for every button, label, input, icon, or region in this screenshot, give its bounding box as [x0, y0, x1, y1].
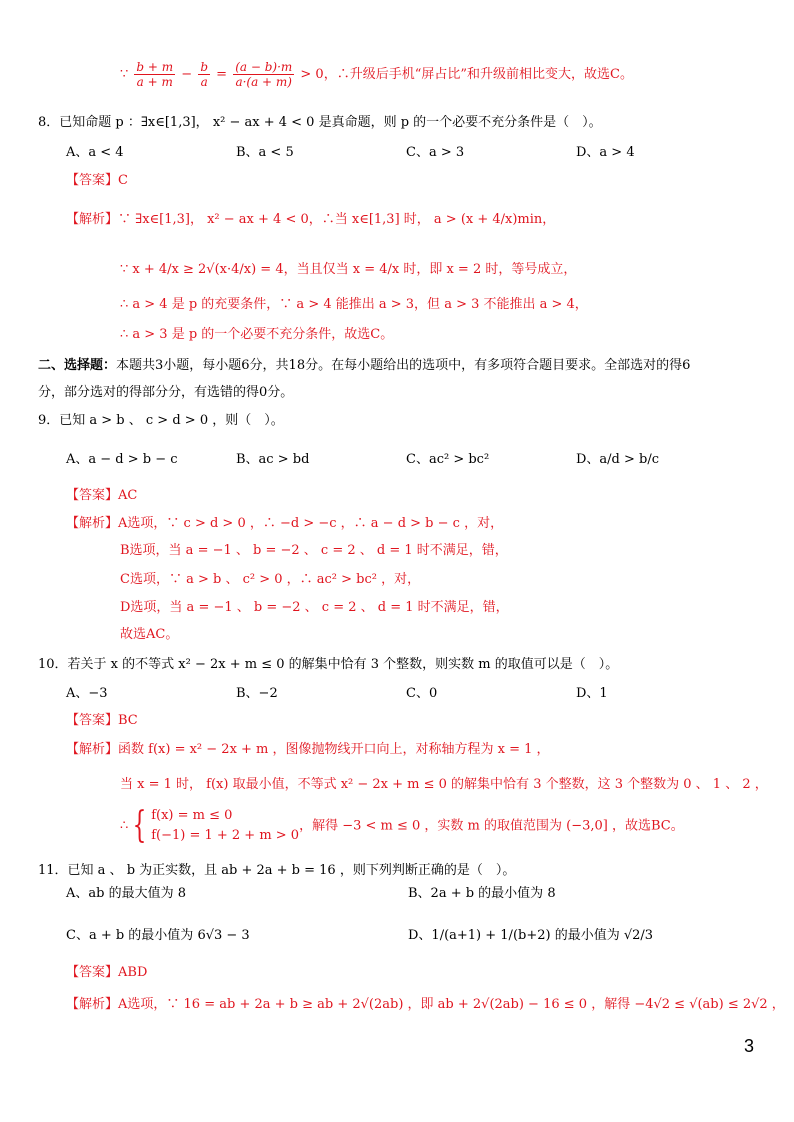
q10-analysis-1: [66, 741, 550, 759]
q10-option-b: B、−2: [236, 686, 278, 701]
system-eq-1: f(x) = m ≤ 0: [151, 808, 233, 823]
section2-desc2: 分，部分选对的得部分分，有选错的得0分。: [38, 385, 294, 400]
q9-stem: 9．已知 a > b 、 c > d > 0 ，则（ ）。: [38, 413, 284, 428]
q8-stem: 8．已知命题 p ：∃x∈[1,3]， x² − ax + 4 < 0 是真命题，则 p 的一个必要不充分条件是（ ）。: [38, 115, 602, 130]
q10-stem: 10．若关于 x 的不等式 x² − 2x + m ≤ 0 的解集中恰有 3 个整数，则实数 m 的取值可以是（ ）。: [38, 657, 619, 672]
q9-option-b: B、ac > bd: [236, 452, 310, 467]
analysis-text: A选项，∵ c > d > 0 ，∴ −d > −c ，∴ a − d > b − c ，对，: [118, 516, 504, 531]
answer-value: BC: [118, 713, 138, 728]
section2-line1: [38, 357, 690, 375]
analysis-tag: 【解析】: [66, 212, 119, 227]
answer-value: C: [118, 173, 128, 188]
answer-value: AC: [118, 488, 138, 503]
analysis-tag: 【解析】: [66, 742, 119, 757]
analysis-text: ∵ ∃x∈[1,3]， x² − ax + 4 < 0，∴当 x∈[1,3] 时， a > (x + 4/x)min，: [118, 212, 556, 227]
answer-value: ABD: [118, 965, 148, 980]
q10-option-a: A、−3: [66, 686, 108, 701]
analysis-tag: 【解析】: [66, 997, 119, 1012]
q10-option-c: C、0: [406, 686, 438, 701]
q9-option-c: C、ac² > bc²: [406, 452, 490, 467]
system-eq-2: f(−1) = 1 + 2 + m > 0: [151, 828, 300, 843]
q9-analysis-2: B选项，当 a = −1 、 b = −2 、 c = 2 、 d = 1 时不满足，错，: [120, 543, 508, 558]
q8-answer: [66, 172, 128, 190]
analysis-text: 函数 f(x) = x² − 2x + m ，图像抛物线开口向上，对称轴方程为 x = 1 ，: [118, 742, 550, 757]
answer-tag: 【答案】: [66, 488, 119, 503]
system-brace: {: [132, 805, 147, 846]
q9-analysis-1: [66, 515, 503, 533]
q9-option-d: D、a/d > b/c: [576, 452, 660, 467]
q9-analysis-4: D选项，当 a = −1 、 b = −2 、 c = 2 、 d = 1 时不满足，错，: [120, 600, 509, 615]
q11-answer: [66, 964, 147, 982]
q11-option-a: A、ab 的最大值为 8: [66, 886, 186, 901]
q11-option-c: C、a + b 的最小值为 6√3 − 3: [66, 928, 250, 943]
q8-analysis-3: ∴ a > 4 是 p 的充要条件，∵ a > 4 能推出 a > 3，但 a > 3 不能推出 a > 4，: [120, 297, 588, 312]
answer-tag: 【答案】: [66, 965, 119, 980]
q11-analysis-1: [66, 996, 785, 1014]
q8-analysis-4: ∴ a > 3 是 p 的一个必要不充分条件，故选C。: [120, 327, 394, 342]
q8-option-c: C、a > 3: [406, 145, 465, 160]
q9-analysis-5: 故选AC。: [120, 627, 179, 642]
page-number: 3: [743, 1036, 754, 1056]
q11-option-d: D、1/(a+1) + 1/(b+2) 的最小值为 √2/3: [408, 928, 654, 943]
answer-tag: 【答案】: [66, 173, 119, 188]
q8-option-b: B、a < 5: [236, 145, 294, 160]
prev-math: ∵ $\frac{b + m}{a + m}$ − $\frac{b}{a}$ = $\frac{(a - b)\cdot m}{a\cdot(a + m)}$ > 0: [120, 60, 324, 89]
q8-option-d: D、a > 4: [576, 145, 635, 160]
section2-heading: 二、选择题：: [38, 358, 117, 373]
q8-analysis-1: [66, 206, 555, 234]
q9-answer: [66, 487, 137, 505]
prev-conclusion: ，∴升级后手机“屏占比”和升级前相比变大，故选C。: [323, 67, 633, 82]
q10-answer: [66, 712, 138, 730]
q11-option-b: B、2a + b 的最小值为 8: [408, 886, 556, 901]
analysis-tag: 【解析】: [66, 516, 119, 531]
q8-analysis-2: ∵ x + 4/x ≥ 2√(x·4/x) = 4，当且仅当 x = 4/x 时，即 x = 2 时，等号成立，: [120, 262, 577, 277]
analysis-text: A选项，∵ 16 = ab + 2a + b ≥ ab + 2√(2ab) ，即 ab + 2√(2ab) − 16 ≤ 0 ，解得 −4√2 ≤ √(ab) ≤ 2√2 ，: [118, 997, 785, 1012]
q10-analysis-3: ∴ { f(x) = m ≤ 0 f(−1) = 1 + 2 + m > 0 ，解得 −3 < m ≤ 0 ，实数 m 的取值范围为 (−3,0] ，故选BC。: [120, 805, 684, 846]
answer-tag: 【答案】: [66, 713, 119, 728]
prev-solution-line: [120, 60, 633, 90]
q9-analysis-3: C选项，∵ a > b 、 c² > 0 ，∴ ac² > bc² ，对，: [120, 572, 421, 587]
section2-desc1: 本题共3小题，每小题6分，共18分。在每小题给出的选项中，有多项符合题目要求。全部选对的得6: [116, 358, 691, 373]
analysis-conclusion: ，解得 −3 < m ≤ 0 ，实数 m 的取值范围为 (−3,0] ，故选BC。: [299, 818, 684, 834]
q11-stem: 11．已知 a 、 b 为正实数，且 ab + 2a + b = 16 ，则下列判断正确的是（ ）。: [38, 863, 516, 878]
q10-analysis-2: 当 x = 1 时， f(x) 取最小值，不等式 x² − 2x + m ≤ 0 的解集中恰有 3 个整数，这 3 个整数为 0 、 1 、 2 ，: [120, 777, 768, 792]
q10-option-d: D、1: [576, 686, 608, 701]
q8-option-a: A、a < 4: [66, 145, 124, 160]
q9-option-a: A、a − d > b − c: [66, 452, 178, 467]
system-stack: [151, 806, 299, 846]
